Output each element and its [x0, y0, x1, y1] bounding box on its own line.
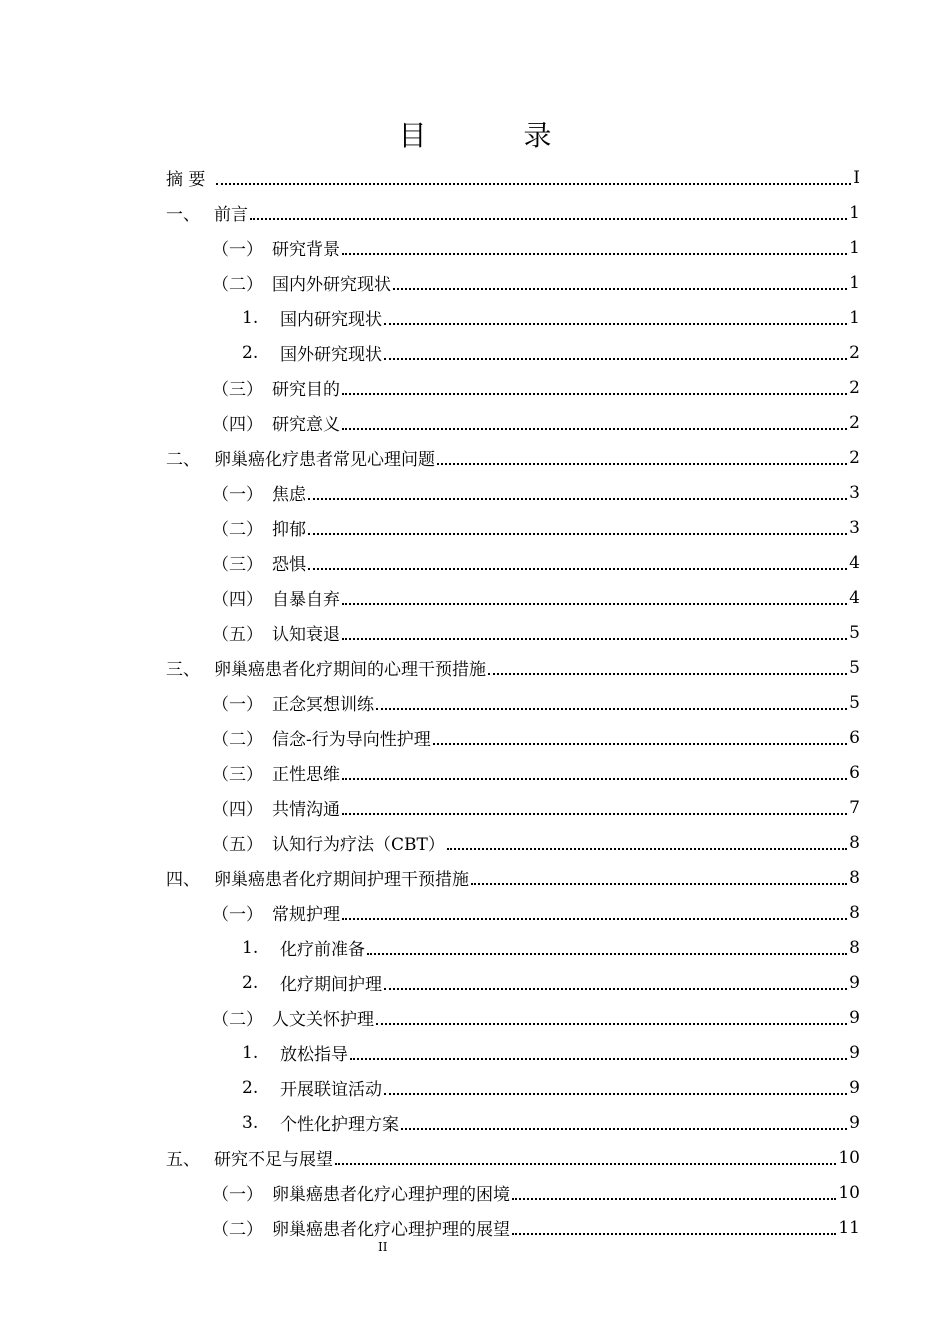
- toc-entry-page: 4: [849, 552, 860, 573]
- toc-entry-page: 5: [849, 692, 860, 713]
- toc-entry-label: 信念-行为导向性护理: [272, 730, 431, 750]
- toc-leader-dots: [342, 637, 847, 640]
- toc-entry[interactable]: [166, 615, 860, 650]
- toc-leader-dots: [342, 427, 847, 430]
- toc-entry-number: 1.: [242, 1042, 259, 1063]
- toc-leader-dots: [512, 1197, 836, 1200]
- toc-entry-page: 2: [849, 377, 860, 398]
- toc-entry-number: （五）: [212, 625, 263, 645]
- toc-entry-label: 卵巢癌患者化疗期间护理干预措施: [214, 870, 469, 890]
- toc-leader-dots: [342, 392, 847, 395]
- toc-entry-page: 6: [849, 762, 860, 783]
- toc-leader-dots: [437, 462, 847, 465]
- toc-entry-label: 恐惧: [272, 555, 306, 575]
- toc-entry[interactable]: [166, 1175, 860, 1210]
- toc-entry-number: 四、: [166, 870, 200, 890]
- toc-entry-page: 9: [849, 1042, 860, 1063]
- toc-entry[interactable]: [166, 475, 860, 510]
- toc-entry-page: 1: [849, 237, 860, 258]
- toc-entry[interactable]: [166, 930, 860, 965]
- toc-leader-dots: [342, 252, 847, 255]
- toc-entry[interactable]: [166, 720, 860, 755]
- toc-entry-label: 卵巢癌患者化疗心理护理的展望: [272, 1220, 510, 1240]
- toc-entry-number: 三、: [166, 660, 200, 680]
- toc-entry-number: （三）: [212, 380, 263, 400]
- toc-entry[interactable]: [166, 230, 860, 265]
- toc-leader-dots: [471, 882, 847, 885]
- toc-entry-label: 研究意义: [272, 415, 340, 435]
- toc-entry-number: 2.: [242, 972, 259, 993]
- table-of-contents: [166, 160, 860, 1245]
- toc-entry-page: 6: [849, 727, 860, 748]
- toc-entry-page: 2: [849, 412, 860, 433]
- toc-entry-page: 11: [838, 1217, 860, 1238]
- toc-leader-dots: [384, 987, 847, 990]
- toc-entry[interactable]: [166, 580, 860, 615]
- toc-entry-page: 8: [849, 937, 860, 958]
- toc-entry-page: 1: [849, 307, 860, 328]
- toc-entry[interactable]: [166, 790, 860, 825]
- toc-leader-dots: [250, 217, 847, 220]
- toc-entry[interactable]: [166, 195, 860, 230]
- toc-leader-dots: [433, 742, 847, 745]
- toc-entry-page: 9: [849, 1112, 860, 1133]
- toc-entry[interactable]: [166, 650, 860, 685]
- toc-entry-label: 前言: [214, 205, 248, 225]
- toc-leader-dots: [376, 707, 847, 710]
- toc-entry-label: 化疗期间护理: [280, 975, 382, 995]
- toc-entry-label: 人文关怀护理: [272, 1010, 374, 1030]
- toc-leader-dots: [342, 777, 847, 780]
- toc-entry-number: （二）: [212, 1010, 263, 1030]
- toc-entry[interactable]: [166, 825, 860, 860]
- toc-entry-page: 3: [849, 482, 860, 503]
- toc-leader-dots: [512, 1232, 836, 1235]
- toc-leader-dots: [308, 532, 847, 535]
- toc-entry-page: 2: [849, 342, 860, 363]
- toc-leader-dots: [216, 182, 851, 185]
- toc-entry[interactable]: [166, 335, 860, 370]
- toc-entry-page: 10: [838, 1182, 860, 1203]
- toc-entry-number: （一）: [212, 485, 263, 505]
- page-number: II: [378, 1240, 388, 1254]
- toc-entry-page: 9: [849, 1007, 860, 1028]
- toc-entry[interactable]: [166, 1140, 860, 1175]
- toc-entry-page: 3: [849, 517, 860, 538]
- toc-entry-number: 一、: [166, 205, 200, 225]
- toc-leader-dots: [308, 497, 847, 500]
- toc-entry-number: （四）: [212, 590, 263, 610]
- toc-entry-number: （三）: [212, 555, 263, 575]
- toc-entry[interactable]: [166, 265, 860, 300]
- toc-entry[interactable]: [166, 370, 860, 405]
- toc-leader-dots: [342, 917, 847, 920]
- toc-leader-dots: [384, 357, 847, 360]
- toc-entry-label: 焦虑: [272, 485, 306, 505]
- toc-entry-number: （一）: [212, 1185, 263, 1205]
- toc-entry-label: 研究不足与展望: [214, 1150, 333, 1170]
- toc-entry-page: 1: [849, 202, 860, 223]
- toc-entry-number: （四）: [212, 800, 263, 820]
- toc-entry-page: 10: [838, 1147, 860, 1168]
- toc-entry-page: 5: [849, 657, 860, 678]
- toc-entry-number: （四）: [212, 415, 263, 435]
- toc-entry-label: 卵巢癌患者化疗期间的心理干预措施: [214, 660, 486, 680]
- toc-entry-label: 卵巢癌化疗患者常见心理问题: [214, 450, 435, 470]
- toc-entry[interactable]: [166, 510, 860, 545]
- toc-entry-number: （一）: [212, 905, 263, 925]
- toc-entry-number: （五）: [212, 835, 263, 855]
- toc-entry-page: 2: [849, 447, 860, 468]
- toc-leader-dots: [367, 952, 847, 955]
- toc-entry-number: 1.: [242, 307, 259, 328]
- toc-leader-dots: [342, 812, 847, 815]
- toc-entry-number: （二）: [212, 1220, 263, 1240]
- toc-entry-label: 认知行为疗法（CBT）: [272, 835, 445, 855]
- toc-entry-page: 9: [849, 1077, 860, 1098]
- toc-entry-label: 卵巢癌患者化疗心理护理的困境: [272, 1185, 510, 1205]
- toc-entry-number: （三）: [212, 765, 263, 785]
- toc-entry-page: 5: [849, 622, 860, 643]
- toc-leader-dots: [401, 1127, 847, 1130]
- toc-entry-number: 二、: [166, 450, 200, 470]
- toc-entry-label: 自暴自弃: [272, 590, 340, 610]
- toc-entry-number: 2.: [242, 1077, 259, 1098]
- toc-entry-label: 开展联谊活动: [280, 1080, 382, 1100]
- toc-entry-label: 正念冥想训练: [272, 695, 374, 715]
- toc-entry-label: 正性思维: [272, 765, 340, 785]
- toc-entry[interactable]: [166, 1070, 860, 1105]
- toc-leader-dots: [350, 1057, 847, 1060]
- toc-entry-number: 2.: [242, 342, 259, 363]
- toc-entry[interactable]: [166, 895, 860, 930]
- toc-entry[interactable]: [166, 1035, 860, 1070]
- toc-title: 目 录: [398, 119, 596, 152]
- toc-entry-label: 国内研究现状: [280, 310, 382, 330]
- toc-entry-number: （二）: [212, 275, 263, 295]
- toc-entry[interactable]: [166, 965, 860, 1000]
- toc-entry-label: 国内外研究现状: [272, 275, 391, 295]
- toc-entry-number: （二）: [212, 730, 263, 750]
- toc-leader-dots: [384, 322, 847, 325]
- toc-entry-number: 3.: [242, 1112, 259, 1133]
- toc-entry[interactable]: [166, 755, 860, 790]
- toc-leader-dots: [308, 567, 847, 570]
- toc-leader-dots: [384, 1092, 847, 1095]
- toc-entry-page: I: [853, 167, 860, 188]
- toc-leader-dots: [335, 1162, 836, 1165]
- toc-entry-page: 4: [849, 587, 860, 608]
- toc-entry[interactable]: [166, 685, 860, 720]
- toc-entry-label: 常规护理: [272, 905, 340, 925]
- toc-leader-dots: [393, 287, 847, 290]
- toc-entry-label: 抑郁: [272, 520, 306, 540]
- toc-entry-number: 五、: [166, 1150, 200, 1170]
- toc-entry-page: 8: [849, 867, 860, 888]
- toc-entry-label: 研究目的: [272, 380, 340, 400]
- toc-entry-label: 放松指导: [280, 1045, 348, 1065]
- toc-entry-label: 认知衰退: [272, 625, 340, 645]
- toc-entry-number: （二）: [212, 520, 263, 540]
- toc-entry-label: 摘 要: [166, 170, 206, 190]
- toc-entry[interactable]: [166, 405, 860, 440]
- toc-entry-page: 8: [849, 832, 860, 853]
- toc-entry-label: 国外研究现状: [280, 345, 382, 365]
- toc-entry-page: 7: [849, 797, 860, 818]
- toc-entry-label: 研究背景: [272, 240, 340, 260]
- toc-entry[interactable]: [166, 300, 860, 335]
- toc-entry[interactable]: [166, 1000, 860, 1035]
- toc-entry[interactable]: [166, 1105, 860, 1140]
- toc-entry-number: （一）: [212, 240, 263, 260]
- toc-entry-label: 化疗前准备: [280, 940, 365, 960]
- toc-leader-dots: [342, 602, 847, 605]
- toc-entry-label: 共情沟通: [272, 800, 340, 820]
- toc-entry[interactable]: [166, 440, 860, 475]
- toc-leader-dots: [488, 672, 847, 675]
- toc-entry-abstract[interactable]: [166, 160, 860, 195]
- toc-leader-dots: [447, 847, 847, 850]
- toc-entry[interactable]: [166, 1210, 860, 1245]
- toc-leader-dots: [376, 1022, 847, 1025]
- toc-entry[interactable]: [166, 545, 860, 580]
- toc-entry-number: （一）: [212, 695, 263, 715]
- toc-entry-page: 8: [849, 902, 860, 923]
- toc-entry-number: 1.: [242, 937, 259, 958]
- toc-entry-label: 个性化护理方案: [280, 1115, 399, 1135]
- toc-entry-page: 1: [849, 272, 860, 293]
- toc-entry-page: 9: [849, 972, 860, 993]
- toc-entry[interactable]: [166, 860, 860, 895]
